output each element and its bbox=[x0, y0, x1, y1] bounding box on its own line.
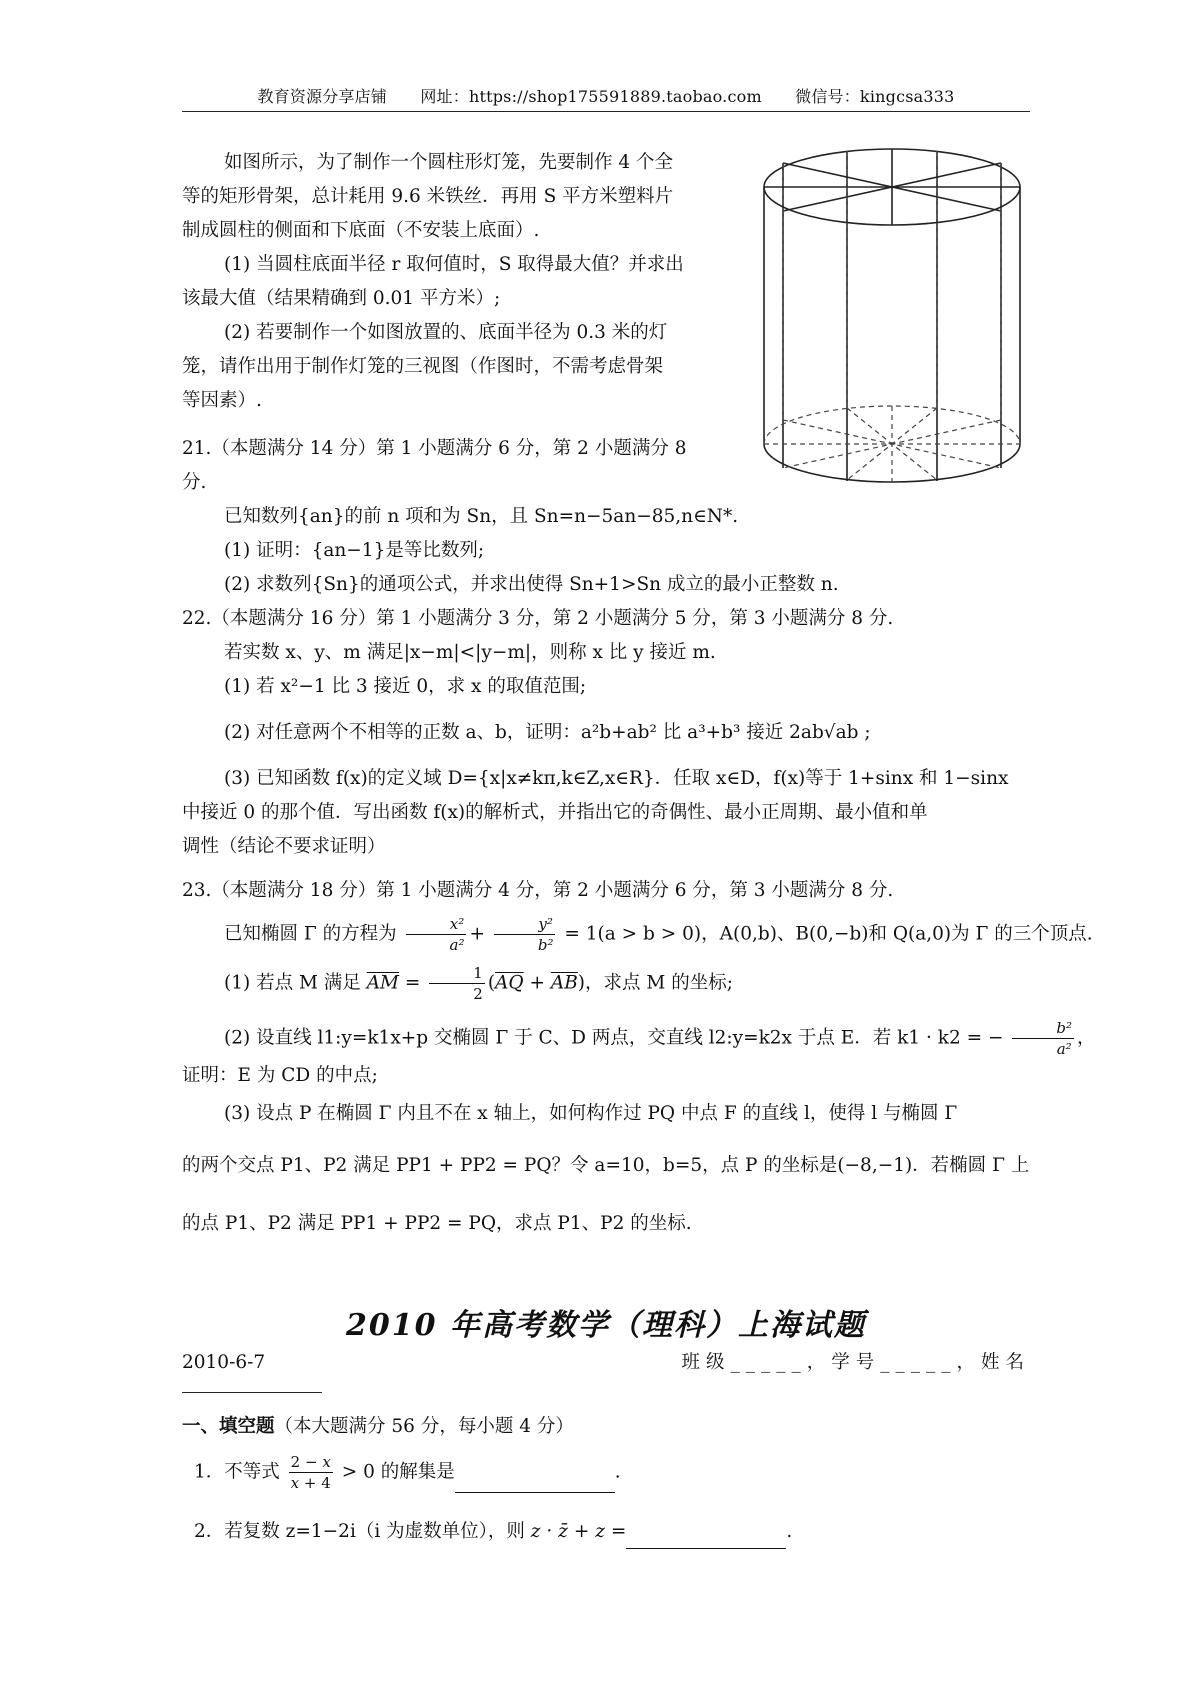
q1-text: 1．不等式 bbox=[194, 1461, 280, 1483]
q21-part2: (2) 求数列{Sn}的通项公式，并求出使得 Sn+1>Sn 成立的最小正整数 n. bbox=[224, 574, 839, 595]
header-divider bbox=[182, 111, 1030, 112]
q20-intro-line: 如图所示，为了制作一个圆柱形灯笼，先要制作 4 个全 bbox=[224, 152, 674, 173]
question-23 bbox=[182, 874, 1096, 1241]
q21-stem: 已知数列{an}的前 n 项和为 Sn，且 Sn=n−5an−85,n∈N*. bbox=[224, 506, 739, 527]
q23-part3-line: 的两个交点 P1、P2 满足 PP1 + PP2 = PQ？令 a=10，b=5，点 P 的坐标是(−8,−1)．若椭圆 Γ 上 bbox=[182, 1155, 1030, 1176]
fill-question-2: 2．若复数 z=1−2i（i 为虚数单位），则 z · z̄ + z = . bbox=[194, 1515, 792, 1549]
q20-part2-line: 笼，请作出用于制作灯笼的三视图（作图时，不需考虑骨架 bbox=[182, 356, 664, 377]
shop-url[interactable]: 网址：https://shop175591889.taobao.com bbox=[420, 87, 762, 106]
q22-heading: 22.（本题满分 16 分）第 1 小题满分 3 分，第 2 小题满分 5 分，第 3 小题满分 8 分. bbox=[182, 608, 894, 629]
q20-part1-line: 该最大值（结果精确到 0.01 平方米）; bbox=[182, 288, 501, 309]
q23-part1-text: (1) 若点 M 满足 bbox=[224, 972, 361, 994]
q23-stem-text: 已知椭圆 Γ 的方程为 bbox=[224, 923, 397, 945]
fraction-y2-b2: $\frac{\text{y²}}{\text{b²}}$ bbox=[494, 914, 556, 955]
q22-part3-line: 中接近 0 的那个值．写出函数 f(x)的解析式，并指出它的奇偶性、最小正周期、最小值和单 bbox=[182, 802, 928, 823]
q23-part2: (2) 设直线 l1:y=k1x+p 交椭圆 Γ 于 C、D 两点，交直线 l2:y=k2x 于点 E．若 k1 · k2 = − $\frac{\text{b²}}{\text{a²}}$ ， bbox=[224, 1019, 1096, 1058]
q1-text: > 0 的解集是 bbox=[341, 1461, 455, 1483]
q21-part1: (1) 证明：{an−1}是等比数列; bbox=[224, 540, 485, 561]
q21-heading: 21.（本题满分 14 分）第 1 小题满分 6 分，第 2 小题满分 8 bbox=[182, 438, 687, 459]
q2-answer-blank[interactable] bbox=[626, 1526, 786, 1549]
q20-intro-line: 等的矩形骨架，总计耗用 9.6 米铁丝．再用 S 平方米塑料片 bbox=[182, 186, 674, 207]
fraction-b2-a2: $\frac{\text{b²}}{\text{a²}}$ bbox=[1012, 1018, 1074, 1059]
fill-question-1: 1．不等式 $\frac{2 - x}{x + 4}$ > 0 的解集是 . bbox=[194, 1453, 621, 1492]
q1-answer-blank[interactable] bbox=[455, 1470, 615, 1493]
q22-part2: (2) 对任意两个不相等的正数 a、b，证明：a²b+ab² 比 a³+b³ 接近 2ab√ab ; bbox=[224, 722, 871, 743]
q20-part1-line: (1) 当圆柱底面半径 r 取何值时，S 取得最大值？并求出 bbox=[224, 254, 684, 275]
q21-heading: 分. bbox=[182, 472, 207, 493]
q22-part3-line: 调性（结论不要求证明） bbox=[182, 836, 386, 857]
fraction-one-half: $\frac{1}{2}$ bbox=[429, 963, 485, 1004]
section-title: 一、填空题 bbox=[182, 1416, 275, 1437]
question-20 bbox=[182, 146, 742, 418]
q23-part3-line: 的点 P1、P2 满足 PP1 + PP2 = PQ，求点 P1、P2 的坐标. bbox=[182, 1213, 692, 1234]
exam-info-line bbox=[182, 1348, 1030, 1378]
q20-part2-line: 等因素）. bbox=[182, 390, 262, 411]
q20-part2-line: (2) 若要制作一个如图放置的、底面半径为 0.3 米的灯 bbox=[224, 322, 668, 343]
section-heading bbox=[182, 1410, 792, 1444]
fraction-2-x-over-x-4: $\frac{2 - x}{x + 4}$ bbox=[290, 1453, 331, 1492]
q22-stem: 若实数 x、y、m 满足|x−m|<|y−m|，则称 x 比 y 接近 m. bbox=[224, 642, 716, 663]
section-note: （本大题满分 56 分，每小题 4 分） bbox=[274, 1416, 574, 1437]
q23-part1: (1) 若点 M 满足 $\overline{AM}$ = $\frac{1}{2}$ $(\overline{AQ} + \overline{AB})$，求点 M 的坐标; bbox=[224, 964, 733, 1003]
q23-part2-conclusion: 证明：E 为 CD 的中点; bbox=[182, 1065, 378, 1086]
q20-intro-line: 制成圆柱的侧面和下底面（不安装上底面）. bbox=[182, 220, 540, 241]
q23-stem-text: = 1(a > b > 0)，A(0,b)、B(0,−b)和 Q(a,0)为 Γ 的三个顶点. bbox=[564, 923, 1093, 945]
q23-part3-line: (3) 设点 P 在椭圆 Γ 内且不在 x 轴上，如何构作过 PQ 中点 F 的直线 l，使得 l 与椭圆 Γ bbox=[224, 1103, 958, 1124]
exam-title: 2010 年高考数学（理科）上海试题 bbox=[346, 1308, 866, 1343]
fraction-x2-a2: $\frac{\text{x²}}{\text{a²}}$ bbox=[406, 914, 467, 955]
q23-stem: 已知椭圆 Γ 的方程为 $\frac{\text{x²}}{\text{a²}}$ + $\frac{\text{y²}}{\text{b²}}$ = 1(a > b > 0)，A(0,b)、B(0,−b)和 Q(a,0)为 Γ 的三个顶点. bbox=[224, 915, 1093, 954]
q2-text: 2．若复数 z=1−2i（i 为虚数单位），则 bbox=[194, 1521, 525, 1542]
name-blank-line bbox=[182, 1392, 322, 1393]
q22-part1: (1) 若 x²−1 比 3 接近 0，求 x 的取值范围; bbox=[224, 676, 587, 697]
q2-expression: z · z̄ + z = bbox=[530, 1521, 627, 1542]
page-header bbox=[182, 84, 1030, 107]
q23-part1-text: ，求点 M 的坐标; bbox=[585, 972, 733, 994]
q23-part2-text: (2) 设直线 l1:y=k1x+p 交椭圆 Γ 于 C、D 两点，交直线 l2:y=k2x 于点 E．若 k1 · k2 = − bbox=[224, 1027, 1004, 1049]
wechat-id: 微信号：kingcsa333 bbox=[795, 87, 955, 106]
q22-part3-line: (3) 已知函数 f(x)的定义域 D={x|x≠kπ,k∈Z,x∈R}．任取 x∈D，f(x)等于 1+sinx 和 1−sinx bbox=[224, 768, 1009, 789]
exam-date: 2010-6-7 bbox=[182, 1352, 266, 1373]
fill-in-section bbox=[182, 1410, 792, 1549]
shop-name: 教育资源分享店铺 bbox=[257, 87, 388, 106]
question-21 bbox=[182, 432, 1030, 602]
q23-heading: 23.（本题满分 18 分）第 1 小题满分 4 分，第 2 小题满分 6 分，第 3 小题满分 8 分. bbox=[182, 880, 894, 901]
student-info-fields[interactable]: 班级_____，学号_____，姓名 bbox=[681, 1352, 1030, 1373]
question-22 bbox=[182, 602, 1030, 864]
